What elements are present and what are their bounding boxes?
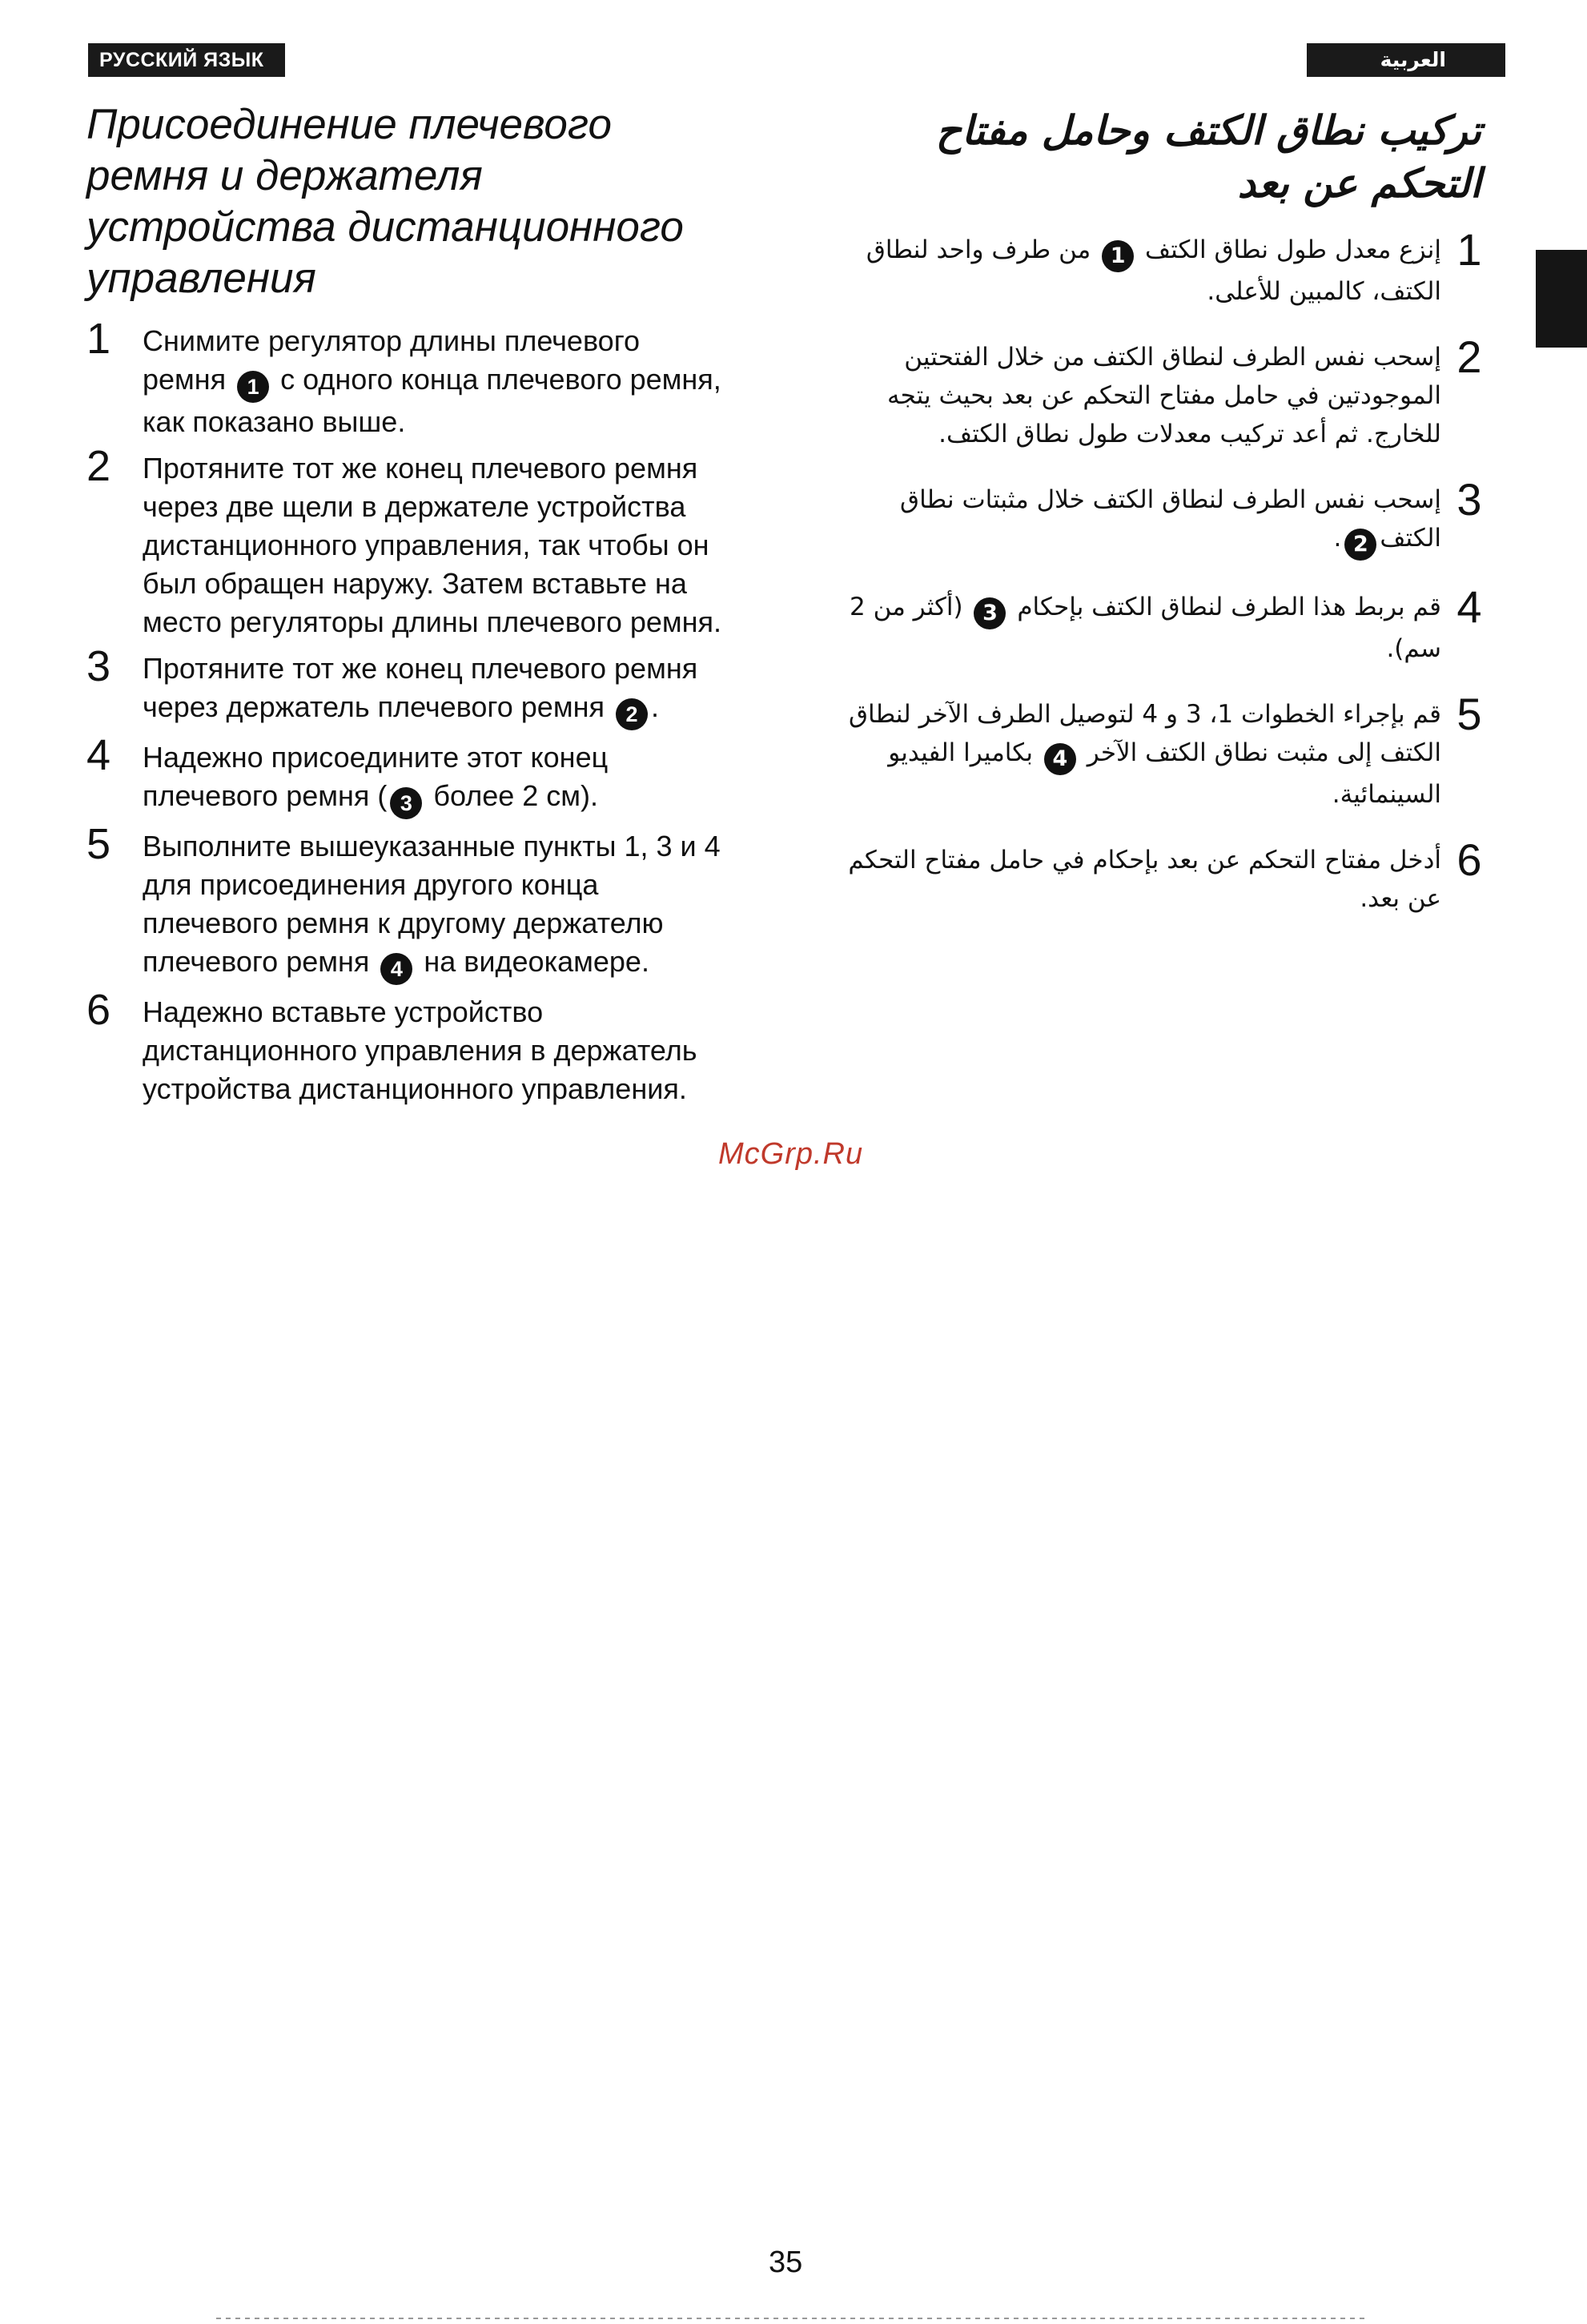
step-text <box>143 738 727 819</box>
step-text-part: Надежно присоедините этот конец плечевого ремня ( <box>143 741 609 812</box>
bottom-dotted-divider <box>216 2318 1369 2319</box>
step-text-part: с одного конца плечевого ремня, как показано выше. <box>143 363 721 438</box>
step-text-part: إسحب نفس الطرف لنطاق الكتف من خلال الفتحتين الموجودتين في حامل مفتاح التحكم عن بعد بحيث يتجه للخارج. ثم أعد تركيب معدلات طول نطاق الكتف. <box>886 343 1441 448</box>
step-text <box>841 695 1441 814</box>
step-number: 3 <box>86 642 111 690</box>
step-item <box>841 834 1497 918</box>
step-item <box>841 224 1497 311</box>
callout-number-icon: 1 <box>237 371 269 403</box>
step-number: 3 <box>1456 474 1482 525</box>
step-number: 1 <box>86 315 111 363</box>
step-number: 6 <box>86 986 111 1034</box>
step-number: 1 <box>1456 224 1482 275</box>
step-number: 2 <box>1456 332 1482 382</box>
step-item <box>841 332 1497 453</box>
step-number: 6 <box>1456 834 1482 885</box>
section-side-marker <box>1536 250 1587 348</box>
step-item <box>86 315 727 441</box>
watermark-text: McGrp.Ru <box>718 1137 864 1171</box>
step-text-part: Протяните тот же конец плечевого ремня через две щели в держателе устройства дистанционного управления, так чтобы он был обращен наружу. Затем вставьте на место регуляторы длины плечевого ремня. <box>143 452 722 638</box>
callout-number-icon: 1 <box>1102 240 1134 272</box>
step-text-part: Протяните тот же конец плечевого ремня через держатель плечевого ремня <box>143 652 698 723</box>
step-text-part: Выполните вышеуказанные пункты 1, 3 и 4 для присоединения другого конца плечевого ремня к другому держателю плечевого ремня <box>143 830 721 978</box>
step-text-part: на видеокамере. <box>416 945 649 978</box>
step-item <box>86 820 727 985</box>
page-number: 35 <box>769 2246 803 2279</box>
step-item <box>841 581 1497 668</box>
callout-number-icon: 3 <box>390 787 422 819</box>
arabic-language-tab: العربية <box>1307 43 1505 77</box>
russian-language-tab: РУССКИЙ ЯЗЫК <box>88 43 285 77</box>
step-item <box>841 689 1497 814</box>
step-text <box>841 231 1441 311</box>
step-item <box>86 986 727 1108</box>
step-text-part: Надежно вставьте устройство дистанционного управления в держатель устройства дистанционного управления. <box>143 995 697 1105</box>
step-number: 5 <box>1456 689 1482 739</box>
step-item <box>86 442 727 641</box>
callout-number-icon: 4 <box>1044 743 1076 775</box>
step-text <box>143 649 727 730</box>
arabic-page-title: تركيب نطاق الكتف وحامل مفتاح التحكم عن بعد <box>935 107 1481 207</box>
step-text-part: إنزع معدل طول نطاق الكتف <box>1137 235 1441 264</box>
step-item <box>86 642 727 730</box>
russian-page-title: Присоединение плечевого ремня и держателя устройства дистанционного управления <box>86 101 684 302</box>
step-text <box>143 993 727 1108</box>
step-text-part: более 2 см). <box>425 779 599 812</box>
step-number: 5 <box>86 820 111 868</box>
step-text <box>841 841 1441 918</box>
step-text-part: إسحب نفس الطرف لنطاق الكتف خلال مثبتات نطاق الكتف <box>900 485 1441 553</box>
step-text-part: أدخل مفتاح التحكم عن بعد بإحكام في حامل مفتاح التحكم عن بعد. <box>848 846 1441 913</box>
callout-number-icon: 2 <box>1344 529 1376 561</box>
step-text <box>143 449 727 641</box>
step-text <box>143 322 727 441</box>
callout-number-icon: 3 <box>974 597 1006 629</box>
step-text-part: Снимите регулятор длины плечевого ремня <box>143 324 641 396</box>
step-text <box>841 588 1441 668</box>
step-number: 4 <box>86 731 111 779</box>
step-item <box>86 731 727 819</box>
callout-number-icon: 2 <box>616 698 648 730</box>
step-text-part: (أكثر من 2 سم). <box>850 593 1441 663</box>
russian-steps-list <box>86 315 727 1108</box>
step-text-part: قم بربط هذا الطرف لنطاق الكتف بإحكام <box>1009 593 1441 621</box>
step-text-part: . <box>1333 524 1342 553</box>
step-text-part: . <box>650 690 659 723</box>
step-number: 4 <box>1456 581 1482 632</box>
step-text <box>143 827 727 985</box>
step-text-part: بكاميرا الفيديو السينمائية. <box>888 738 1441 809</box>
arabic-steps-list <box>841 224 1497 918</box>
step-number: 2 <box>86 442 111 490</box>
callout-number-icon: 4 <box>380 953 412 985</box>
arabic-column <box>841 104 1497 945</box>
step-item <box>841 474 1497 561</box>
step-text-part: من طرف واحد لنطاق الكتف، كالمبين للأعلى. <box>866 235 1441 306</box>
russian-column <box>86 99 727 1116</box>
step-text <box>841 338 1441 453</box>
step-text-part: قم بإجراء الخطوات 1، 3 و 4 لتوصيل الطرف الآخر لنطاق الكتف إلى مثبت نطاق الكتف الآخر <box>848 700 1441 767</box>
step-text <box>841 480 1441 561</box>
